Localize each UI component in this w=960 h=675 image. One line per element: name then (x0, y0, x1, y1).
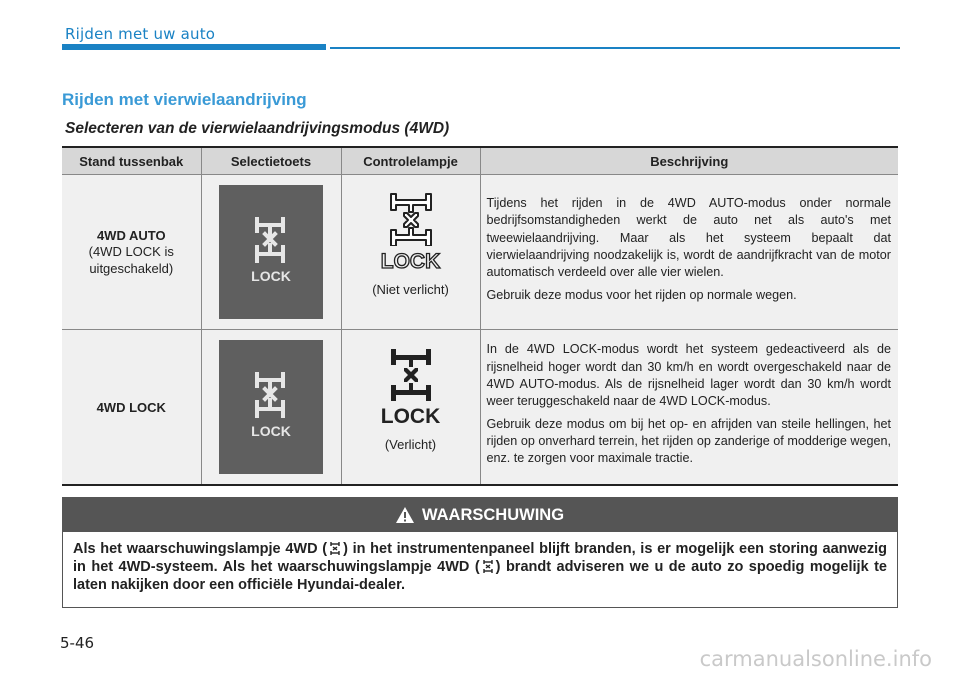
4wd-drivetrain-icon (388, 192, 434, 246)
description-paragraph: Tijdens het rijden in de 4WD AUTO-modus onder normale bedrijfsomstandigheden werkt de auto net als auto's met tweewielaandrijving. Maar als het systeem bepaalt dat vierwielaandrijving noodzakelijk is, wordt de aandrijfkracht van de motor automatisch verdeeld over alle vier wielen. (486, 196, 891, 280)
warning-triangle-icon (396, 507, 414, 523)
indicator-lock-label: LOCK (380, 405, 441, 428)
table-row (62, 330, 898, 486)
button-cell (201, 175, 341, 330)
mode-cell (62, 175, 201, 330)
button-cell (201, 330, 341, 486)
4wd-drivetrain-icon (388, 347, 434, 401)
section-title: Rijden met vierwielaandrijving (62, 90, 307, 109)
4wd-indicator-unlit (342, 182, 480, 322)
mode-subtext: (4WD LOCK is uitgeschakeld) (88, 243, 174, 276)
mode-cell (62, 330, 201, 486)
description-paragraph: Gebruik deze modus voor het rijden op normale wegen. (486, 287, 797, 302)
4wd-mode-table (62, 146, 898, 486)
header-bar (62, 44, 326, 50)
4wd-lock-button-image (219, 185, 323, 319)
indicator-cell (341, 175, 480, 330)
mode-name: 4WD LOCK (96, 399, 166, 415)
4wd-drivetrain-icon (249, 372, 293, 418)
button-lock-label: LOCK (251, 423, 291, 439)
table-row (62, 175, 898, 330)
table-header-row (62, 147, 898, 175)
col-header-select-button: Selectietoets (201, 147, 341, 175)
4wd-drivetrain-icon (249, 217, 293, 263)
4wd-indicator-lit (342, 337, 480, 477)
warning-box (62, 497, 898, 608)
4wd-lock-button-image (219, 340, 323, 474)
col-header-transfer-case: Stand tussenbak (62, 147, 201, 175)
mode-name: 4WD AUTO (96, 227, 166, 243)
description-cell (480, 175, 898, 330)
description-cell (480, 330, 898, 486)
warning-text-part: Als het waarschuwingslampje 4WD ( (73, 541, 328, 557)
header-rule (330, 47, 900, 49)
warning-title: WAARSCHUWING (421, 505, 565, 524)
indicator-lock-label: LOCK (380, 250, 441, 273)
col-header-description: Beschrijving (480, 147, 898, 175)
warning-text-part: ) in het instrumentenpaneel blijft branden, is er mogelijk een storing aanwezig in het 4WD-systeem. Als het waarschuwingslampje 4WD ( (73, 541, 887, 575)
warning-header (63, 498, 897, 532)
description-paragraph: In de 4WD LOCK-modus wordt het systeem gedeactiveerd als de rijsnelheid hoger wordt dan 30 km/h en wordt overgeschakeld naar de 4WD AUTO-modus. Als de rijsnelheid lager wordt dan 30 km/h wordt weer teruggeschakeld naar de 4WD LOCK-modus. (486, 342, 891, 409)
warning-text (63, 532, 897, 594)
button-lock-label: LOCK (251, 268, 291, 284)
page-number: 5-46 (60, 634, 95, 652)
indicator-status: (Niet verlicht) (372, 282, 449, 297)
chapter-header: Rijden met uw auto (65, 25, 216, 43)
section-subtitle: Selecteren van de vierwielaandrijvingsmodus (4WD) (65, 120, 450, 137)
watermark: carmanualsonline.info (699, 647, 932, 671)
col-header-indicator: Controlelampje (341, 147, 480, 175)
warning-text-part: ) brandt adviseren we u de auto zo spoedig mogelijk te laten nakijken door een officiële Hyundai-dealer. (73, 559, 887, 593)
4wd-drivetrain-icon (329, 541, 341, 556)
description-paragraph: Gebruik deze modus om bij het op- en afrijden van steile hellingen, het rijden op onverhard terrein, het rijden op zanderige of modderige wegen, enz. te zorgen voor maximale tractie. (486, 416, 891, 466)
indicator-status: (Verlicht) (384, 437, 437, 452)
indicator-cell (341, 330, 480, 486)
4wd-drivetrain-icon (482, 559, 494, 574)
